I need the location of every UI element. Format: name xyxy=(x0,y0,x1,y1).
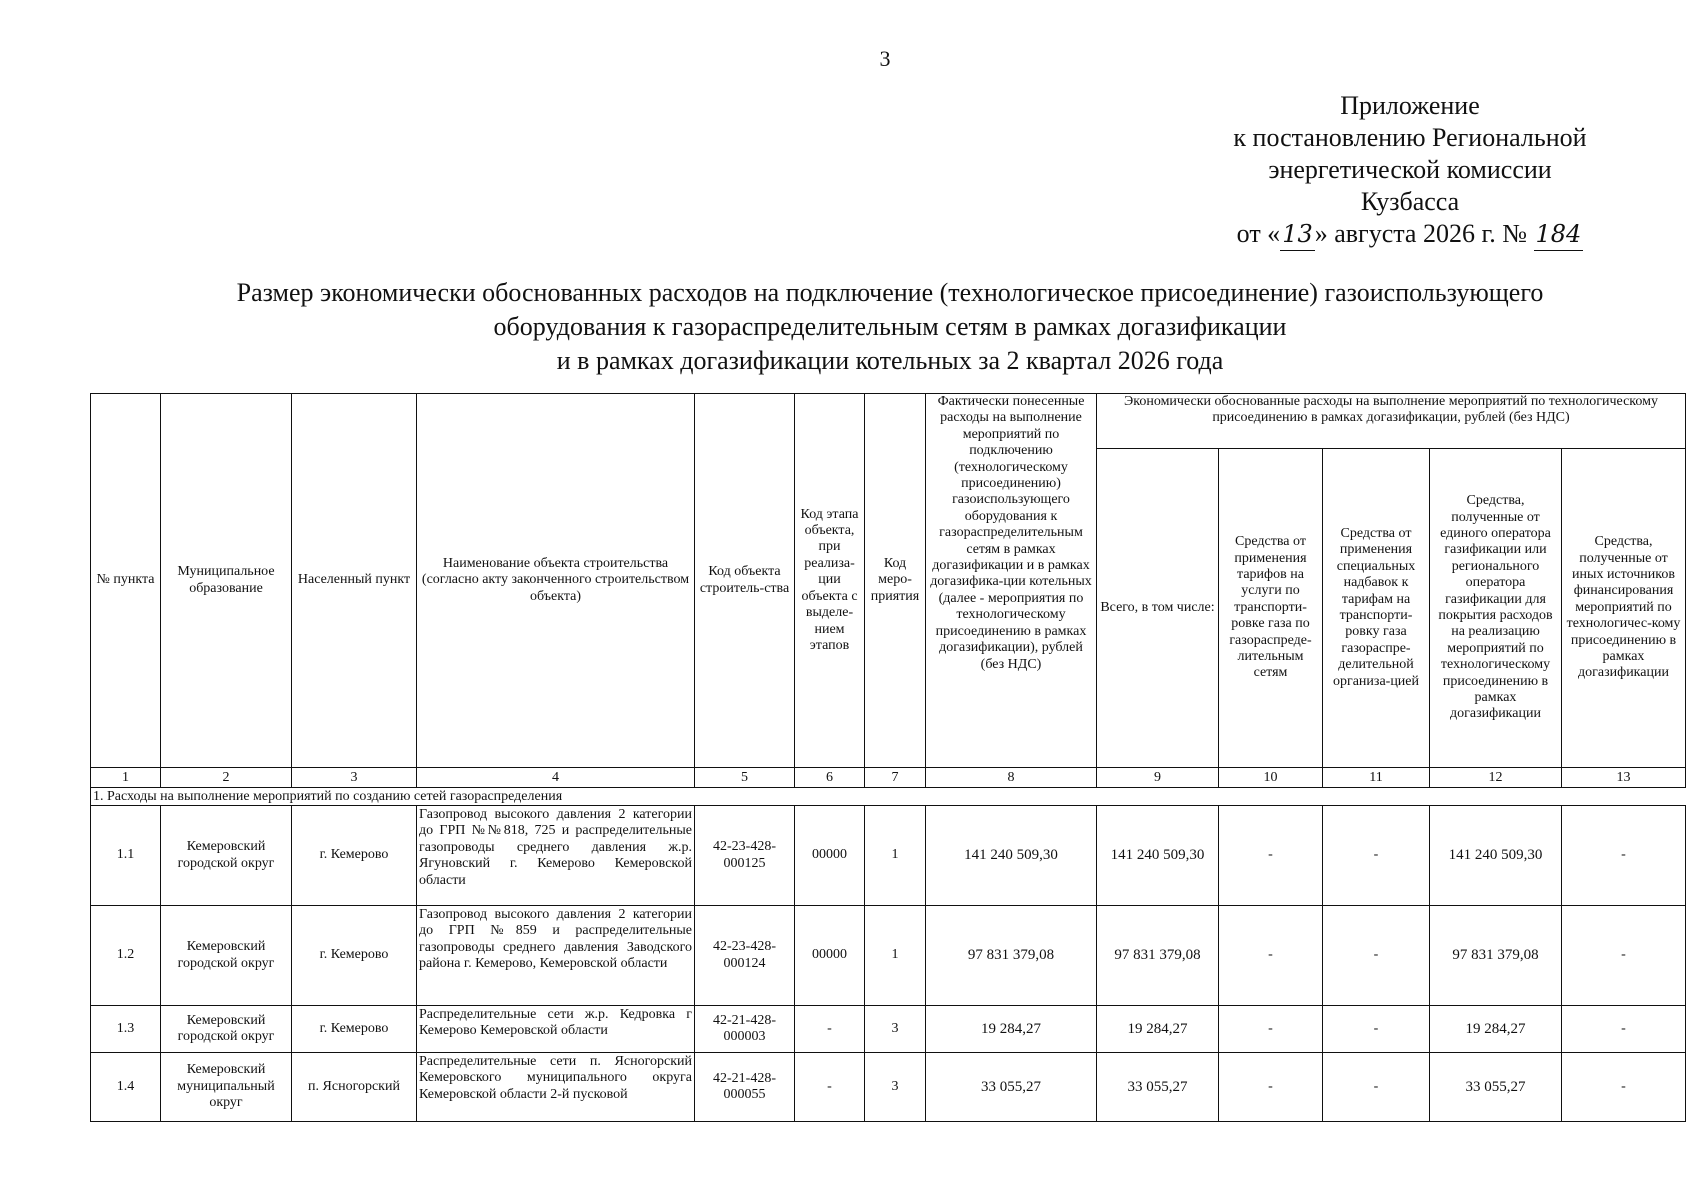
cell-surcharge-funds: - xyxy=(1323,1006,1430,1053)
cell-stage-code: 00000 xyxy=(795,806,865,906)
cell-event-code: 1 xyxy=(865,906,926,1006)
column-numbers-row xyxy=(91,768,1686,788)
cell-item-number: 1.2 xyxy=(91,906,161,1006)
header-municipality: Муниципальное образование xyxy=(161,394,292,768)
cell-stage-code: - xyxy=(795,1006,865,1053)
cell-object-code: 42-21-428-000003 xyxy=(695,1006,795,1053)
header-other-funds: Средства, полученные от иных источников финансирования мероприятий по технологичес-кому присоединению в рамках догазификации xyxy=(1562,449,1686,768)
appendix-line-3: энергетической комиссии xyxy=(1268,155,1552,184)
cell-object-code: 42-21-428-000055 xyxy=(695,1053,795,1122)
cell-operator-funds: 19 284,27 xyxy=(1430,1006,1562,1053)
cell-other-funds: - xyxy=(1562,806,1686,906)
appendix-date-line xyxy=(1220,218,1600,251)
document-title xyxy=(140,276,1640,378)
date-day: 13 xyxy=(1280,218,1315,251)
table-row xyxy=(91,806,1686,906)
page-number: 3 xyxy=(879,46,891,71)
cell-object-code: 42-23-428-000124 xyxy=(695,906,795,1006)
cell-tariff-funds: - xyxy=(1219,806,1323,906)
cell-tariff-funds: - xyxy=(1219,1053,1323,1122)
cell-total: 141 240 509,30 xyxy=(1097,806,1219,906)
cell-object-code: 42-23-428-000125 xyxy=(695,806,795,906)
cell-object-name: Распределительные сети п. Ясногорский Кемеровского муниципального округа Кемеровской области 2-й пусковой xyxy=(417,1053,695,1122)
cell-total: 19 284,27 xyxy=(1097,1006,1219,1053)
header-tariff-funds: Средства от применения тарифов на услуги по транспорти-ровке газа по газораспреде-лительным сетям xyxy=(1219,449,1323,768)
expenses-table xyxy=(90,393,1686,1122)
cell-tariff-funds: - xyxy=(1219,906,1323,1006)
cell-surcharge-funds: - xyxy=(1323,1053,1430,1122)
date-mid: » августа 2026 г. № xyxy=(1314,219,1534,248)
cell-actual-expenses: 141 240 509,30 xyxy=(926,806,1097,906)
cell-stage-code: 00000 xyxy=(795,906,865,1006)
header-total: Всего, в том числе: xyxy=(1097,449,1219,768)
header-surcharge-funds: Средства от применения специальных надбавок к тарифам на транспорти-ровку газа газораспре-делительной организа-цией xyxy=(1323,449,1430,768)
cell-actual-expenses: 33 055,27 xyxy=(926,1053,1097,1122)
cell-total: 33 055,27 xyxy=(1097,1053,1219,1122)
appendix-line-4: Кузбасса xyxy=(1360,187,1460,216)
cell-tariff-funds: - xyxy=(1219,1006,1323,1053)
cell-other-funds: - xyxy=(1562,1006,1686,1053)
cell-item-number: 1.3 xyxy=(91,1006,161,1053)
cell-object-name: Распределительные сети ж.р. Кедровка г Кемерово Кемеровской области xyxy=(417,1006,695,1053)
cell-object-name: Газопровод высокого давления 2 категории до ГРП №859 и распределительные газопроводы среднего давления Заводского района г. Кемерово, Кемеровской области xyxy=(417,906,695,1006)
header-locality: Населенный пункт xyxy=(292,394,417,768)
cell-other-funds: - xyxy=(1562,906,1686,1006)
appendix-line-2: к постановлению Региональной xyxy=(1233,123,1587,152)
column-number: 6 xyxy=(795,768,865,788)
column-number: 3 xyxy=(292,768,417,788)
column-number: 2 xyxy=(161,768,292,788)
column-number: 10 xyxy=(1219,768,1323,788)
cell-municipality: Кемеровский городской округ xyxy=(161,1006,292,1053)
cell-total: 97 831 379,08 xyxy=(1097,906,1219,1006)
column-number: 12 xyxy=(1430,768,1562,788)
cell-other-funds: - xyxy=(1562,1053,1686,1122)
table-row xyxy=(91,1006,1686,1053)
column-number: 1 xyxy=(91,768,161,788)
table-row xyxy=(91,1053,1686,1122)
column-number: 7 xyxy=(865,768,926,788)
document-number: 184 xyxy=(1534,218,1584,251)
column-number: 11 xyxy=(1323,768,1430,788)
cell-actual-expenses: 97 831 379,08 xyxy=(926,906,1097,1006)
header-justified-expenses-group: Экономически обоснованные расходы на выполнение мероприятий по технологическому присоединению в рамках догазификации, рублей (без НДС) xyxy=(1097,394,1686,449)
cell-event-code: 3 xyxy=(865,1006,926,1053)
header-row-1 xyxy=(91,394,1686,449)
section-row xyxy=(91,788,1686,806)
header-stage-code: Код этапа объекта, при реализа-ции объекта с выделе-нием этапов xyxy=(795,394,865,768)
cell-actual-expenses: 19 284,27 xyxy=(926,1006,1097,1053)
cell-stage-code: - xyxy=(795,1053,865,1122)
column-number: 13 xyxy=(1562,768,1686,788)
title-line-2: оборудования к газораспределительным сетям в рамках догазификации xyxy=(493,312,1287,341)
cell-surcharge-funds: - xyxy=(1323,906,1430,1006)
cell-item-number: 1.1 xyxy=(91,806,161,906)
table-row xyxy=(91,906,1686,1006)
cell-locality: п. Ясногорский xyxy=(292,1053,417,1122)
cell-object-name: Газопровод высокого давления 2 категории до ГРП №№818, 725 и распределительные газопроводы среднего давления ж.р. Ягуновский г. Кемерово Кемеровской области xyxy=(417,806,695,906)
cell-locality: г. Кемерово xyxy=(292,806,417,906)
expenses-table-wrapper xyxy=(90,393,1690,1122)
cell-municipality: Кемеровский муниципальный округ xyxy=(161,1053,292,1122)
cell-item-number: 1.4 xyxy=(91,1053,161,1122)
cell-municipality: Кемеровский городской округ xyxy=(161,806,292,906)
title-line-3: и в рамках догазификации котельных за 2 квартал 2026 года xyxy=(556,346,1224,375)
header-event-code: Код меро-приятия xyxy=(865,394,926,768)
header-actual-expenses: Фактически понесенные расходы на выполнение мероприятий по подключению (технологическому присоединению) газоиспользующего оборудования к газораспределительным сетям в рамках догазификации и в рамках догазифика-ции котельных (далее - мероприятия по технологическому присоединению в рамках догазификации), рублей (без НДС) xyxy=(926,394,1097,768)
column-number: 5 xyxy=(695,768,795,788)
cell-surcharge-funds: - xyxy=(1323,806,1430,906)
cell-municipality: Кемеровский городской округ xyxy=(161,906,292,1006)
cell-operator-funds: 97 831 379,08 xyxy=(1430,906,1562,1006)
cell-event-code: 3 xyxy=(865,1053,926,1122)
cell-event-code: 1 xyxy=(865,806,926,906)
cell-locality: г. Кемерово xyxy=(292,906,417,1006)
date-prefix: от « xyxy=(1236,219,1281,248)
column-number: 9 xyxy=(1097,768,1219,788)
appendix-line-1: Приложение xyxy=(1340,91,1480,120)
header-object-name: Наименование объекта строительства (согласно акту законченного строительством объекта) xyxy=(417,394,695,768)
cell-operator-funds: 141 240 509,30 xyxy=(1430,806,1562,906)
title-line-1: Размер экономически обоснованных расходов на подключение (технологическое присоединение) газоиспользующего xyxy=(236,278,1544,307)
header-item-number: № пункта xyxy=(91,394,161,768)
section-title: 1. Расходы на выполнение мероприятий по созданию сетей газораспределения xyxy=(91,788,1686,806)
appendix-block xyxy=(1220,90,1600,251)
cell-locality: г. Кемерово xyxy=(292,1006,417,1053)
header-object-code: Код объекта строитель-ства xyxy=(695,394,795,768)
column-number: 4 xyxy=(417,768,695,788)
cell-operator-funds: 33 055,27 xyxy=(1430,1053,1562,1122)
column-number: 8 xyxy=(926,768,1097,788)
header-operator-funds: Средства, полученные от единого оператора газификации или регионального оператора газификации для покрытия расходов на реализацию мероприятий по технологическому присоединению в рамках догазификации xyxy=(1430,449,1562,768)
